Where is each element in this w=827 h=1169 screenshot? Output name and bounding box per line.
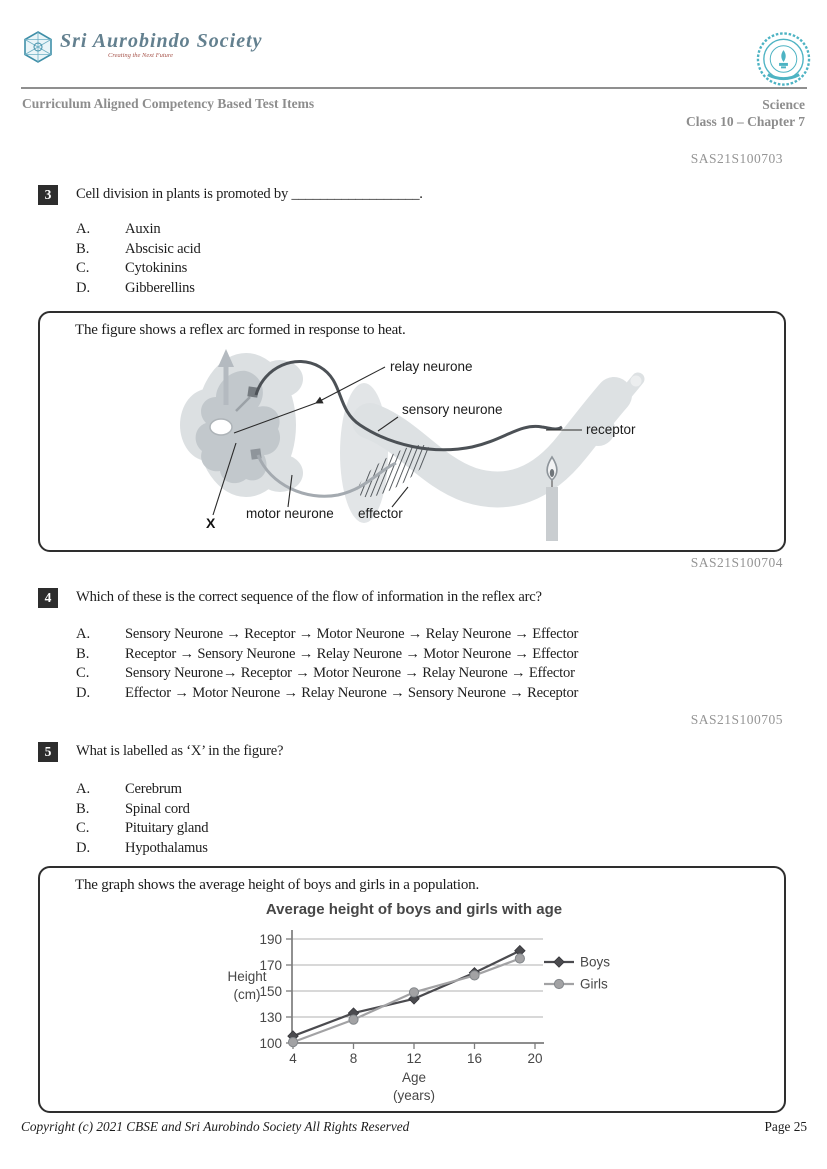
svg-text:8: 8 bbox=[349, 1051, 358, 1066]
figure-caption: The figure shows a reflex arc formed in response to heat. bbox=[75, 322, 406, 338]
svg-text:(years): (years) bbox=[392, 1088, 436, 1103]
height-age-line-chart bbox=[40, 896, 784, 1111]
class-chapter-label: Class 10 – Chapter 7 bbox=[685, 114, 805, 129]
page-footer bbox=[21, 1119, 807, 1135]
option-b: B. Receptor → Sensory Neurone → Relay Neurone → Motor Neurone → Effector bbox=[76, 645, 579, 662]
spinal-cord-section bbox=[180, 353, 303, 497]
page-number: Page 25 bbox=[764, 1119, 807, 1134]
candle-icon bbox=[546, 457, 558, 541]
question-text: Cell division in plants is promoted by __________________. bbox=[76, 186, 423, 202]
label-x: X bbox=[206, 515, 216, 531]
svg-text:12: 12 bbox=[406, 1051, 422, 1066]
option-c: C. Sensory Neurone→ Receptor → Motor Neurone → Relay Neurone → Effector bbox=[76, 665, 575, 682]
option-b: B. Abscisic acid bbox=[76, 240, 201, 257]
copyright-text: Copyright (c) 2021 CBSE and Sri Aurobindo Society All Rights Reserved bbox=[21, 1119, 410, 1134]
label-receptor: receptor bbox=[586, 422, 636, 437]
svg-text:Average height of boys and gir: Average height of boys and girls with age bbox=[265, 901, 563, 918]
label-motor-neurone: motor neurone bbox=[246, 506, 334, 521]
svg-text:Height: Height bbox=[227, 969, 267, 984]
svg-text:4: 4 bbox=[289, 1051, 297, 1066]
option-d: D. Hypothalamus bbox=[76, 839, 208, 856]
svg-text:Boys: Boys bbox=[580, 954, 611, 970]
growth-graph-box bbox=[38, 866, 786, 1113]
option-d: D. Gibberellins bbox=[76, 279, 195, 296]
options-list bbox=[76, 780, 788, 858]
question-text: What is labelled as ‘X’ in the figure? bbox=[76, 743, 284, 759]
header bbox=[22, 30, 812, 88]
svg-text:(cm): (cm) bbox=[233, 987, 261, 1002]
option-a: A. Sensory Neurone → Receptor → Motor Neurone → Relay Neurone → Effector bbox=[76, 626, 579, 642]
svg-text:130: 130 bbox=[259, 1010, 282, 1025]
brand-name: Sri Aurobindo Society bbox=[60, 30, 263, 52]
svg-text:170: 170 bbox=[259, 958, 282, 973]
brand-tagline: Creating the Next Future bbox=[108, 52, 174, 59]
reflex-arc-figure-box bbox=[38, 311, 786, 552]
svg-text:150: 150 bbox=[259, 984, 282, 999]
document-title: Curriculum Aligned Competency Based Test Items bbox=[22, 96, 315, 111]
society-logo bbox=[22, 30, 263, 64]
options-list bbox=[76, 625, 788, 703]
label-sensory-neurone: sensory neurone bbox=[402, 402, 503, 417]
header-title-row bbox=[22, 96, 805, 130]
svg-text:190: 190 bbox=[259, 932, 282, 947]
cbse-emblem-icon bbox=[755, 30, 812, 88]
svg-text:Girls: Girls bbox=[580, 976, 608, 992]
question-code: SAS21S100703 bbox=[690, 151, 783, 166]
question-5 bbox=[38, 742, 788, 858]
option-a: A. Cerebrum bbox=[76, 781, 182, 797]
option-b: B. Spinal cord bbox=[76, 800, 190, 817]
question-number-badge: 5 bbox=[38, 742, 58, 762]
svg-text:100: 100 bbox=[259, 1036, 282, 1051]
reflex-arc-diagram bbox=[40, 313, 784, 548]
question-code: SAS21S100705 bbox=[690, 712, 783, 727]
arm-silhouette bbox=[340, 376, 642, 524]
option-c: C. Pituitary gland bbox=[76, 820, 209, 837]
option-d: D. Effector → Motor Neurone → Relay Neurone → Sensory Neurone → Receptor bbox=[76, 684, 579, 701]
option-c: C. Cytokinins bbox=[76, 260, 188, 277]
question-number-badge: 4 bbox=[38, 588, 58, 608]
label-effector: effector bbox=[358, 506, 403, 521]
label-relay-neurone: relay neurone bbox=[390, 359, 473, 374]
question-number-badge: 3 bbox=[38, 185, 58, 205]
subject-label: Science bbox=[762, 97, 805, 112]
graph-caption: The graph shows the average height of boys and girls in a population. bbox=[75, 877, 480, 893]
header-divider bbox=[21, 87, 807, 89]
option-a: A. Auxin bbox=[76, 221, 161, 237]
question-3 bbox=[38, 185, 788, 298]
question-code: SAS21S100704 bbox=[690, 555, 783, 570]
hexagon-logo-icon bbox=[22, 30, 54, 64]
options-list bbox=[76, 220, 788, 298]
svg-text:Age: Age bbox=[401, 1070, 427, 1085]
subject-chapter bbox=[686, 96, 805, 130]
svg-text:16: 16 bbox=[466, 1051, 483, 1066]
question-text: Which of these is the correct sequence of the flow of information in the reflex arc? bbox=[76, 589, 542, 605]
central-canal bbox=[210, 419, 232, 435]
question-4 bbox=[38, 588, 788, 703]
svg-text:20: 20 bbox=[527, 1051, 543, 1066]
